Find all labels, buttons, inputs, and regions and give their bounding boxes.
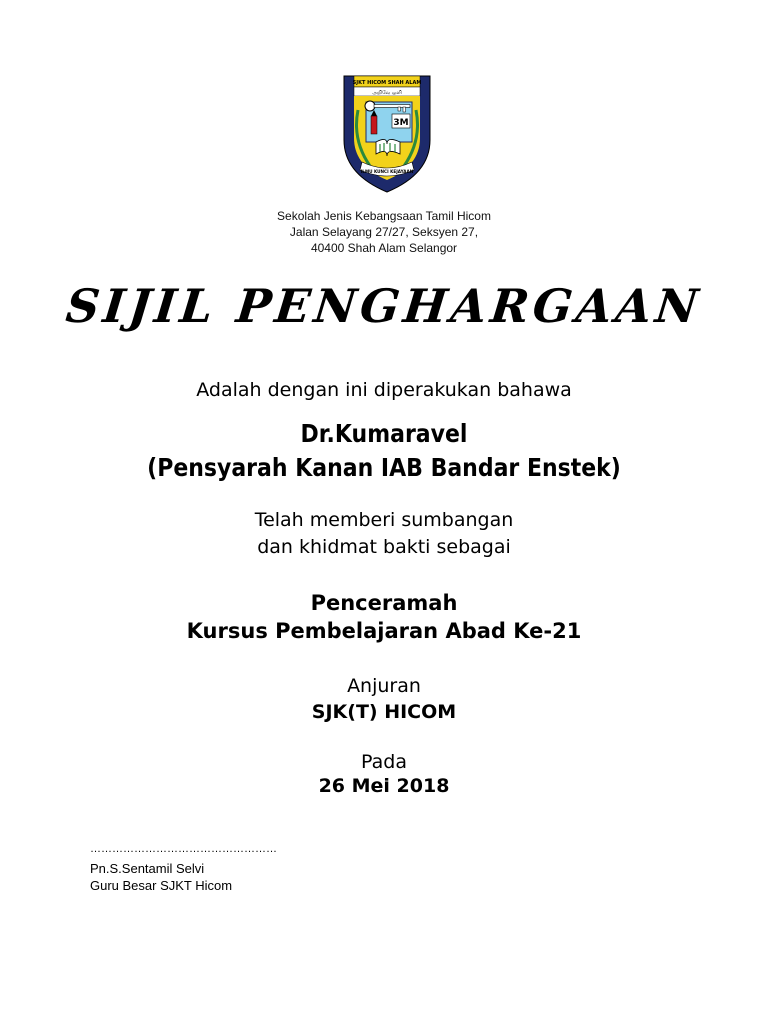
crest-name-band: SJKT HICOM SHAH ALAM <box>352 80 422 86</box>
school-crest-logo <box>340 70 434 194</box>
crest-emblem-text: 3M <box>393 118 409 128</box>
date-label: Pada <box>361 751 407 773</box>
crest-motto-top: அறிவே ஒளி <box>372 90 402 96</box>
recipient-name: Dr.Kumaravel <box>300 419 468 448</box>
crest-motto-bottom: ILMU KUNCI KEJAYAAN <box>360 169 414 174</box>
event-date: 26 Mei 2018 <box>318 775 450 797</box>
school-address-line-2: Jalan Selayang 27/27, Seksyen 27, <box>289 225 479 239</box>
organiser-name: SJK(T) HICOM <box>311 701 457 723</box>
contribution-line-2: dan khidmat bakti sebagai <box>257 536 511 558</box>
certificate-title: SIJIL PENGHARGAAN <box>63 279 705 333</box>
signatory-name: Pn.S.Sentamil Selvi <box>90 861 205 876</box>
recipient-role: (Pensyarah Kanan IAB Bandar Enstek) <box>147 453 621 482</box>
signatory-title: Guru Besar SJKT Hicom <box>90 878 233 893</box>
school-address-line-3: 40400 Shah Alam Selangor <box>310 241 458 255</box>
capacity-label: Penceramah <box>310 591 458 615</box>
school-address-line-1: Sekolah Jenis Kebangsaan Tamil Hicom <box>277 209 491 223</box>
certification-intro: Adalah dengan ini diperakukan bahawa <box>196 379 572 401</box>
signature-line: …………………………………………… <box>90 843 277 855</box>
organised-by-label: Anjuran <box>347 675 421 697</box>
course-name: Kursus Pembelajaran Abad Ke-21 <box>186 619 582 643</box>
contribution-line-1: Telah memberi sumbangan <box>254 509 514 531</box>
